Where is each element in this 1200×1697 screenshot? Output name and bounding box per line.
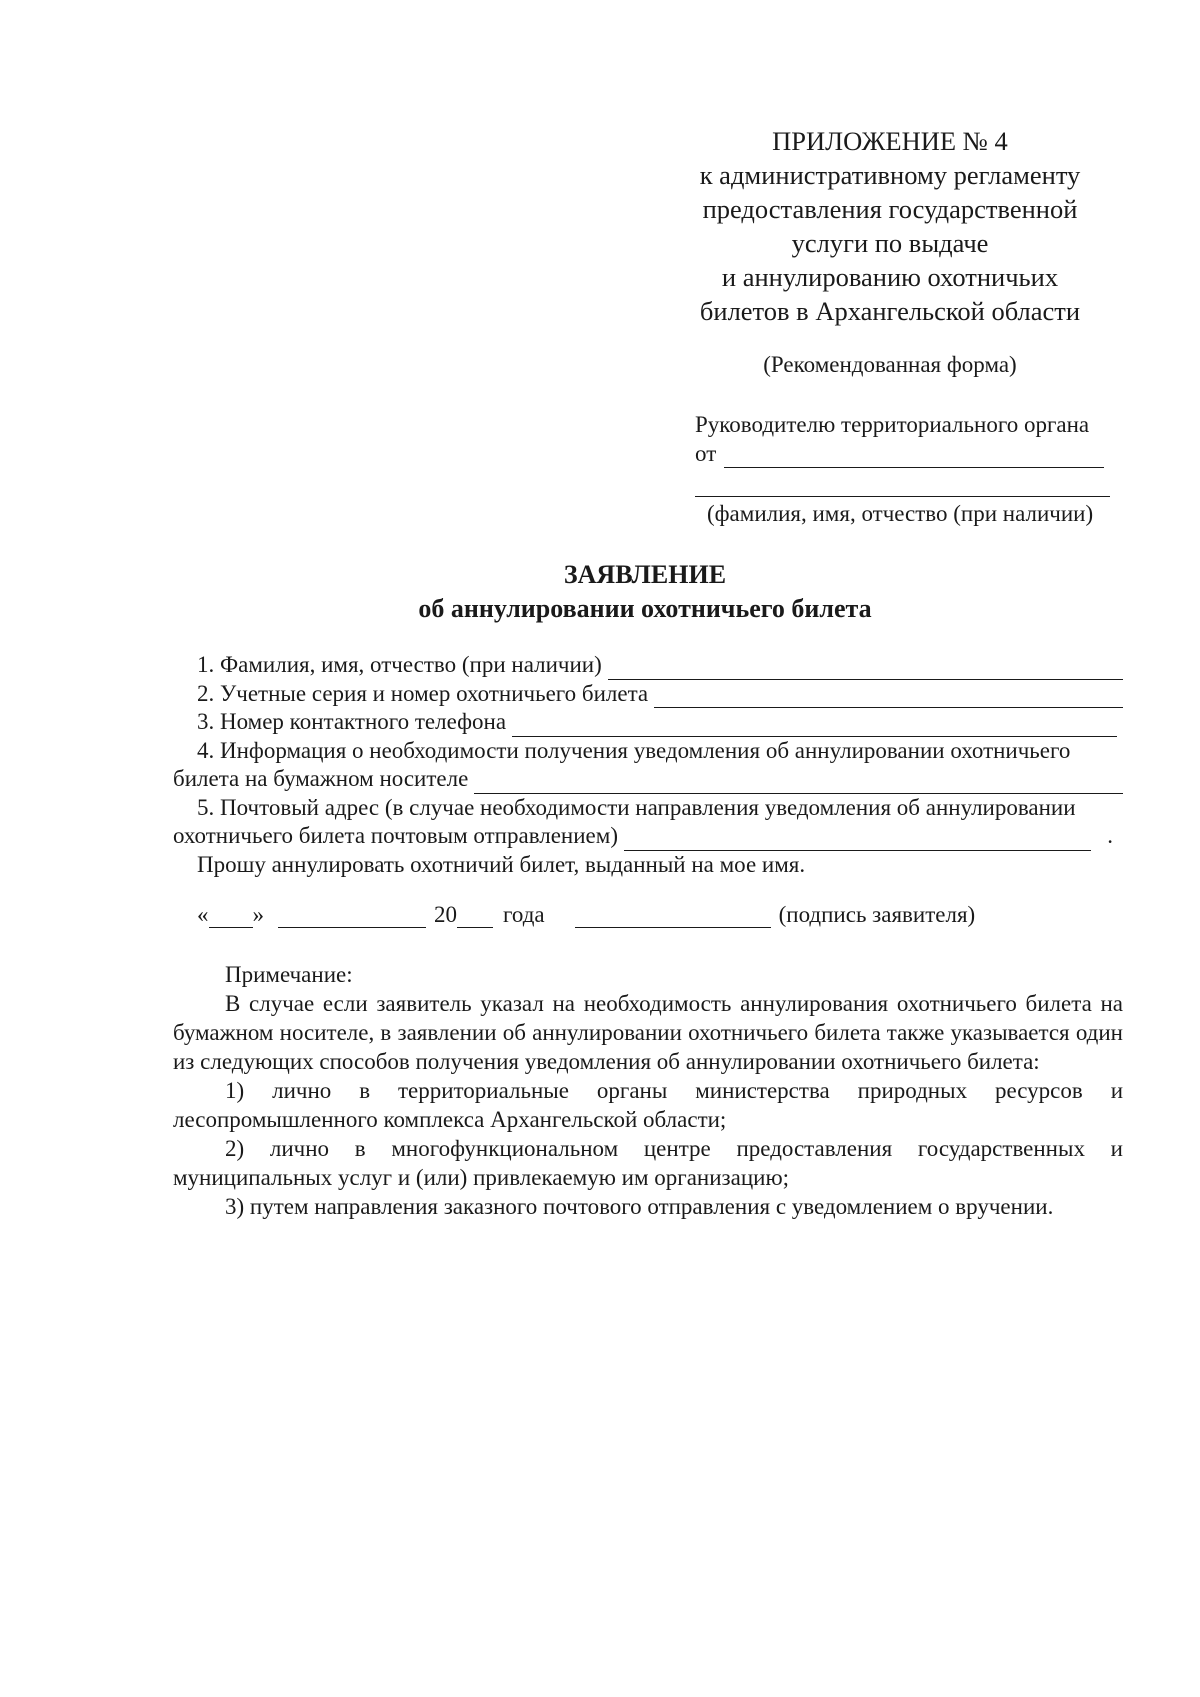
field-label-address: 5. Почтовый адрес (в случае необходимости направления уведомления об аннулировании — [197, 794, 1076, 820]
applicant-name-field-2[interactable] — [695, 474, 1110, 497]
field-row-address-b — [173, 822, 1123, 851]
note-item: 1) лично в территориальные органы министерства природных ресурсов и лесопромышленного комплекса Архангельской области; — [173, 1078, 1123, 1132]
day-input-line[interactable] — [209, 907, 253, 928]
title-main: ЗАЯВЛЕНИЕ — [563, 560, 727, 589]
addressee-block — [695, 410, 1125, 528]
field-label-paper-notice: 4. Информация о необходимости получения уведомления об аннулировании охотничьего — [197, 737, 1071, 763]
appendix-line: предоставления государственной — [702, 194, 1078, 224]
field-row-paper-notice-a — [173, 737, 1123, 766]
field-label-paper-notice-cont: билета на бумажном носителе — [173, 766, 469, 791]
year-prefix: 20 — [434, 902, 457, 927]
appendix-header — [660, 124, 1120, 328]
appendix-line: и аннулированию охотничьих — [721, 262, 1059, 292]
paper-notice-input-line[interactable] — [474, 771, 1123, 794]
field-row-paper-notice-b — [173, 765, 1123, 794]
note-heading: Примечание: — [225, 962, 353, 987]
appendix-number: ПРИЛОЖЕНИЕ № 4 — [772, 126, 1008, 156]
from-label: от — [695, 441, 717, 466]
note-item: 3) путем направления заказного почтового отправления с уведомлением о вручении. — [225, 1194, 1054, 1219]
note-item: 2) лично в многофункциональном центре предоставления государственных и муниципальных услуг и (или) привлекаемую им организацию; — [173, 1136, 1123, 1190]
note-block — [173, 960, 1123, 1221]
month-input-line[interactable] — [278, 907, 426, 928]
field-label-address-cont: охотничьего билета почтовым отправлением) — [173, 823, 618, 848]
date-signature-row — [197, 902, 1097, 928]
recommended-form-label: (Рекомендованная форма) — [763, 352, 1017, 377]
name-hint: (фамилия, имя, отчество (при наличии) — [707, 501, 1094, 526]
quote-open: « — [197, 902, 209, 927]
signature-input-line[interactable] — [575, 907, 771, 928]
fio-input-line[interactable] — [608, 657, 1123, 680]
address-line-end: . — [1107, 823, 1113, 848]
field-label-phone: 3. Номер контактного телефона — [197, 709, 507, 734]
appendix-line: к административному регламенту — [699, 160, 1081, 190]
request-row — [173, 851, 1123, 880]
phone-input-line[interactable] — [512, 714, 1117, 737]
note-intro: В случае если заявитель указал на необходимость аннулирования охотничьего билета на бумажном носителе, в заявлении об аннулировании охотничьего билета также указывается один из следующих способов получения уведомления об аннулировании охотничьего билета: — [173, 991, 1123, 1074]
addressee-to: Руководителю территориального органа — [695, 412, 1090, 437]
field-row-phone — [173, 708, 1123, 737]
application-fields — [173, 651, 1123, 879]
year-input-line[interactable] — [457, 907, 493, 928]
address-input-line[interactable] — [624, 828, 1091, 851]
field-row-address-a — [173, 794, 1123, 823]
appendix-line: билетов в Архангельской области — [699, 296, 1081, 326]
field-row-fio — [173, 651, 1123, 680]
field-row-ticket — [173, 680, 1123, 709]
applicant-name-field[interactable] — [724, 445, 1104, 468]
quote-close: » — [252, 902, 264, 927]
document-title — [0, 558, 1200, 626]
year-suffix: года — [503, 902, 545, 927]
request-text: Прошу аннулировать охотничий билет, выданный на мое имя. — [197, 851, 806, 877]
field-label-fio: 1. Фамилия, имя, отчество (при наличии) — [197, 652, 602, 677]
addressee-from-row — [695, 439, 1125, 468]
title-sub: об аннулировании охотничьего билета — [418, 594, 872, 623]
ticket-number-input-line[interactable] — [654, 685, 1123, 708]
appendix-line: услуги по выдаче — [791, 228, 989, 258]
field-label-ticket: 2. Учетные серия и номер охотничьего билета — [197, 680, 649, 706]
signature-label: (подпись заявителя) — [778, 902, 976, 927]
